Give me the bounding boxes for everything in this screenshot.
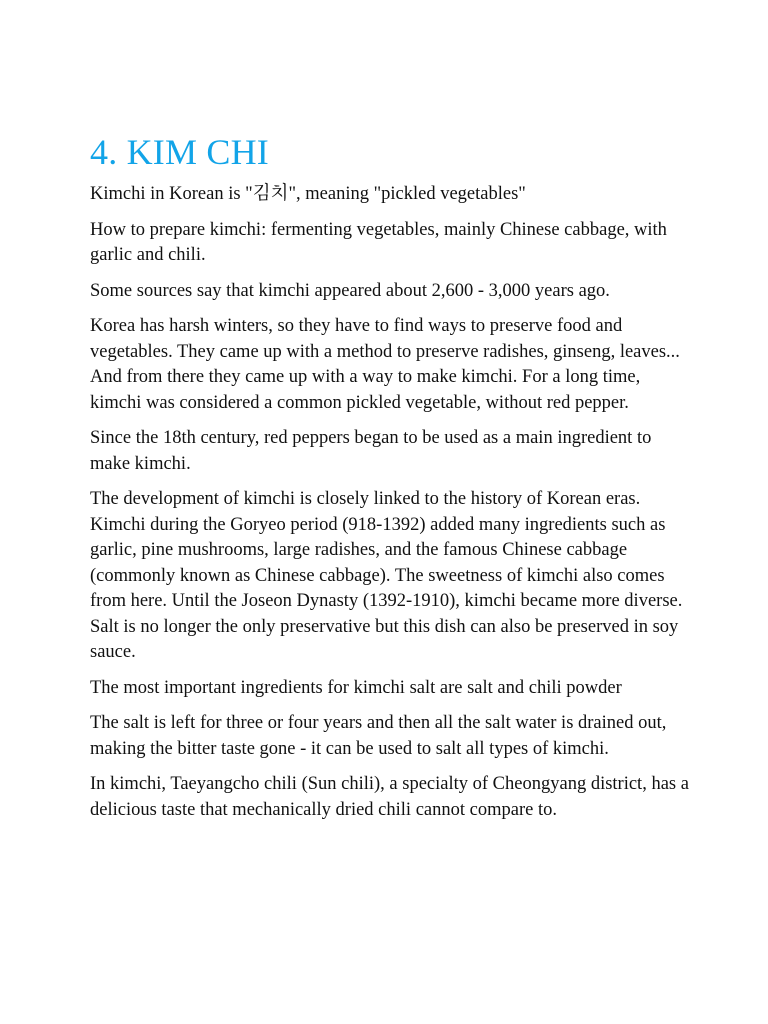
paragraph-ingredients: The most important ingredients for kimchi salt are salt and chili powder <box>90 677 622 698</box>
paragraph-history: The development of kimchi is closely linked to the history of Korean eras. Kimchi during the Goryeo period (918-1392) added many ingredients such as garlic, pine mushrooms, large radishes, and the famous Chinese cabbage (commonly known as Chinese cabbage). The sweetness of kimchi also comes from here. Until the Joseon Dynasty (1392-1910), kimchi became more diverse. Salt is no longer the only preservative but this dish can also be preserved in soy sauce. <box>90 489 683 662</box>
paragraph-preparation: How to prepare kimchi: fermenting vegetables, mainly Chinese cabbage, with garlic and chili. <box>90 219 667 265</box>
section-heading: 4. KIM CHI <box>90 132 269 172</box>
paragraph-salt: The salt is left for three or four years and then all the salt water is drained out, making the bitter taste gone - it can be used to salt all types of kimchi. <box>90 713 667 759</box>
paragraph-korean-name: Kimchi in Korean is "김치", meaning "pickled vegetables" <box>90 184 526 204</box>
paragraph-sun-chili: In kimchi, Taeyangcho chili (Sun chili), a specialty of Cheongyang district, has a delicious taste that mechanically dried chili cannot compare to. <box>90 774 689 820</box>
paragraph-origin-date: Some sources say that kimchi appeared about 2,600 - 3,000 years ago. <box>90 280 610 301</box>
paragraph-red-peppers: Since the 18th century, red peppers began to be used as a main ingredient to make kimchi. <box>90 428 652 474</box>
document-page <box>90 130 690 833</box>
paragraph-harsh-winters: Korea has harsh winters, so they have to find ways to preserve food and vegetables. They came up with a method to preserve radishes, ginseng, leaves... And from there they came up with a way to make kimchi. For a long time, kimchi was considered a common pickled vegetable, without red pepper. <box>90 316 680 413</box>
